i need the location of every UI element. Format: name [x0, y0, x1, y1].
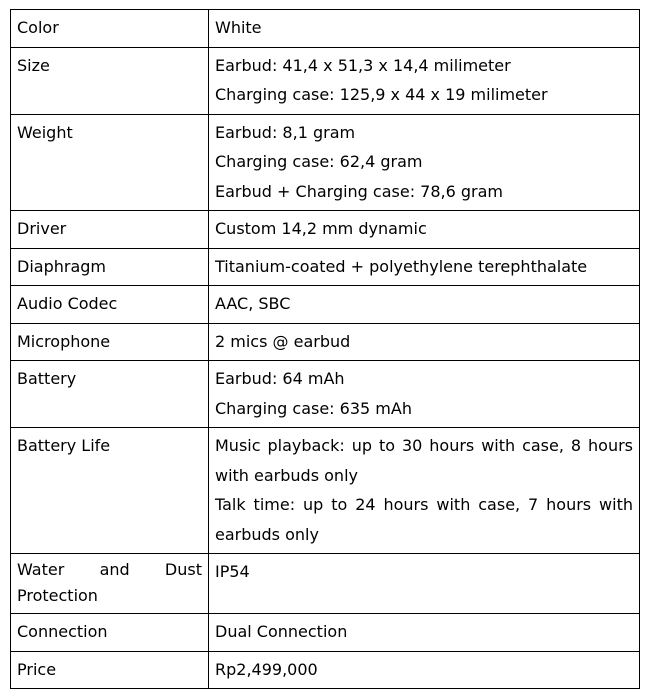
table-row [11, 614, 640, 652]
spec-label: Connection [11, 614, 209, 652]
spec-label: Color [11, 10, 209, 48]
spec-label: Microphone [11, 323, 209, 361]
spec-value-line: Charging case: 62,4 gram [215, 152, 423, 171]
spec-label-line: Water and Dust [17, 560, 202, 579]
table-row [11, 211, 640, 249]
spec-value-line: IP54 [215, 562, 250, 581]
spec-value [209, 554, 640, 614]
spec-value-line: Dual Connection [215, 622, 348, 641]
spec-value-line: Music playback: up to 30 hours with case, 8 hours with earbuds only [215, 436, 633, 485]
spec-label: Size [11, 47, 209, 114]
spec-value-line: Rp2,499,000 [215, 659, 318, 679]
table-row [11, 10, 640, 48]
spec-value-line: 2 mics @ earbud [215, 331, 351, 351]
spec-value-line: Charging case: 125,9 x 44 x 19 milimeter [215, 85, 548, 104]
spec-value-line: White [215, 18, 262, 37]
table-row [11, 248, 640, 286]
spec-label: Diaphragm [11, 248, 209, 286]
table-row [11, 361, 640, 428]
spec-value [209, 428, 640, 554]
spec-value [209, 361, 640, 428]
table-row [11, 323, 640, 361]
spec-value [209, 114, 640, 211]
spec-value-line: Talk time: up to 24 hours with case, 7 hours with earbuds only [215, 495, 633, 544]
table-row [11, 554, 640, 614]
spec-value [209, 286, 640, 324]
spec-value [209, 211, 640, 249]
table-row [11, 428, 640, 554]
spec-value-line: Earbud: 64 mAh [215, 369, 345, 388]
spec-label: Audio Codec [11, 286, 209, 324]
spec-label: Weight [11, 114, 209, 211]
spec-value [209, 614, 640, 652]
spec-value-line: Custom 14,2 mm dynamic [215, 219, 427, 238]
spec-value [209, 248, 640, 286]
table-row [11, 286, 640, 324]
spec-value [209, 47, 640, 114]
table-row [11, 114, 640, 211]
spec-value [209, 10, 640, 48]
spec-label: Driver [11, 211, 209, 249]
spec-label: Battery Life [11, 428, 209, 554]
spec-label: Price [11, 651, 209, 689]
spec-table [10, 9, 640, 689]
spec-value [209, 323, 640, 361]
table-row [11, 651, 640, 689]
spec-value-line: Earbud: 8,1 gram [215, 122, 356, 142]
spec-value-line: Titanium-coated + polyethylene terephthalate [215, 256, 588, 276]
spec-value-line: Charging case: 635 mAh [215, 398, 412, 418]
spec-label-line: Protection [17, 586, 98, 605]
spec-label: Battery [11, 361, 209, 428]
table-row [11, 47, 640, 114]
spec-value-line: AAC, SBC [215, 294, 291, 313]
spec-label [11, 554, 209, 614]
spec-value-line: Earbud: 41,4 x 51,3 x 14,4 milimeter [215, 55, 511, 75]
spec-value [209, 651, 640, 689]
spec-value-line: Earbud + Charging case: 78,6 gram [215, 181, 504, 201]
